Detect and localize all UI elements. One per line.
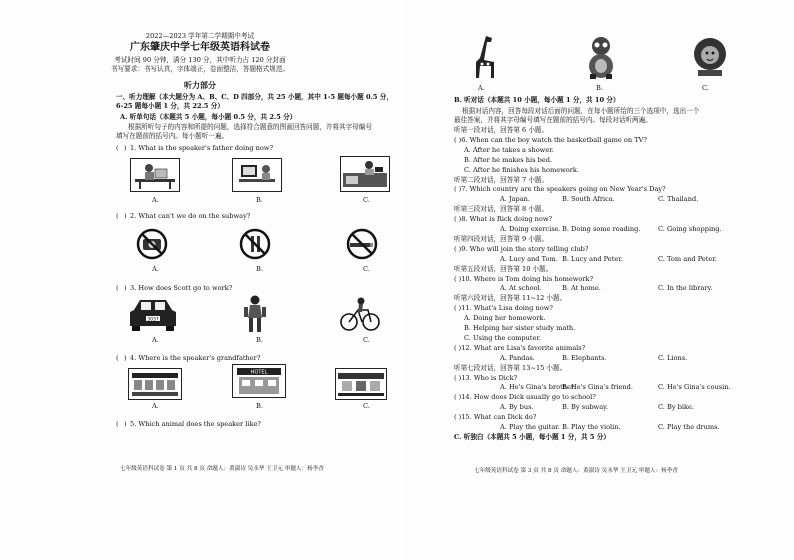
answer-option-a: A. Doing exercise. — [500, 225, 561, 233]
dialogue-heading: C. 听独白（本题共 5 小题，每小题 1 分，共 5 分） — [454, 432, 610, 441]
answer-option-b: B. By subway. — [562, 403, 609, 412]
person-at-computer-icon — [233, 159, 281, 191]
answer-option-a: A. By bus. — [500, 403, 534, 412]
q1-image-c[interactable] — [340, 156, 390, 192]
q3-text: 3. How does Scott go to work? — [130, 284, 233, 292]
answer-option-c: C. He's Gina's cousin. — [658, 383, 731, 392]
q2-close: ) — [124, 212, 127, 220]
answer-option: C. Using the computer. — [464, 333, 541, 342]
q5-paren: ( — [116, 420, 119, 428]
answer-option-a: A. Play the guitar. — [500, 423, 560, 431]
question-text: ( )11. What's Lisa doing now? — [454, 304, 553, 313]
q2-paren: ( — [116, 212, 119, 220]
q1-text: 1. What is the speaker's father doing now? — [130, 144, 274, 152]
answer-option-b: B. Lucy and Peter. — [562, 254, 623, 263]
question-text: ( )7. Which country are the speakers going on New Year's Day? — [454, 185, 666, 194]
answer-option: A. After he takes a shower. — [464, 145, 554, 154]
question-text: ( )10. Where is Tom doing his homework? — [454, 274, 594, 283]
dialogue-heading: 听第五段对话，回答第 10 小题。 — [454, 264, 553, 273]
q2-text: 2. What can't we do on the subway? — [130, 212, 251, 220]
q4-paren: ( — [116, 354, 119, 362]
section-b-instruction-cont: 最佳答案，并将其字母编号填写在题前的括号内。每段对话听两遍。 — [454, 116, 652, 124]
question-text: ( )9. Who will join the story telling club? — [454, 244, 589, 253]
answer-option-a: A. He's Gina's brother. — [500, 383, 576, 392]
answer-option: B. After he makes his bed. — [464, 155, 553, 164]
section-a-instruction: 根据所听句子的内容和所提的问题，选择符合题意的图画回答问题，并将其字母编号 — [128, 123, 372, 131]
q1-option-b: B. — [256, 196, 263, 204]
exam-title: 广东肇庆中学七年级英语科试卷 — [130, 42, 270, 53]
answer-option-c: C. Tom and Peter. — [658, 254, 717, 263]
q2-option-c: C. — [363, 265, 370, 273]
right-page — [404, 0, 794, 560]
answer-option: A. Doing her homework. — [464, 314, 546, 323]
question-text: ( )13. Who is Dick? — [454, 373, 518, 382]
answer-option-a: A. Pandas. — [500, 353, 535, 362]
q2-option-a: A. — [152, 265, 159, 273]
lion-icon — [690, 36, 730, 78]
q3-close: ) — [124, 284, 127, 292]
footer-right: 七年级英语科试卷 第 3 页 共 8 页 命题人：黄淑诗 吴永华 王卫元 审题人：杨李香 — [474, 468, 678, 474]
question-text: ( )15. What can Dick do? — [454, 413, 537, 422]
q4-image-a[interactable] — [128, 368, 182, 400]
q2-image-b[interactable] — [235, 228, 275, 260]
shop-scene-icon — [129, 369, 181, 399]
q1-image-b[interactable] — [232, 158, 282, 192]
q1-option-c: C. — [363, 196, 370, 204]
q5-image-c[interactable] — [690, 36, 730, 78]
bike-icon — [340, 296, 380, 332]
answer-option-b: B. Doing some reading. — [562, 225, 641, 233]
section-b-instruction: 根据对话内容，回答每段对话后面的问题，在每小题所给的三个选项中，选出一个 — [462, 107, 700, 115]
answer-option-a: A. Japan. — [500, 195, 531, 204]
dialogue-heading: 听第四段对话，回答第 9 小题。 — [454, 234, 549, 243]
dialogue-heading: 听第三段对话，回答第 8 小题。 — [454, 205, 549, 214]
q3-image-c[interactable] — [340, 296, 380, 332]
answer-option-a: A. Lucy and Tom. — [500, 254, 558, 263]
answer-option-a: A. At school. — [500, 284, 542, 293]
q5-option-c: C. — [702, 84, 709, 92]
car-icon — [128, 296, 178, 332]
giraffe-icon — [466, 34, 500, 80]
question-text: ( )14. How does Dick usually go to school? — [454, 393, 596, 402]
answer-option: B. Helping her sister study math. — [464, 324, 576, 332]
q2-option-b: B. — [256, 265, 263, 273]
q3-image-a[interactable] — [128, 296, 178, 332]
answer-option-c: C. Thailand. — [658, 195, 699, 204]
q3-option-b: B. — [256, 336, 263, 344]
hotel-building-icon — [233, 365, 285, 397]
q5-image-a[interactable] — [466, 34, 500, 80]
panda-icon — [584, 34, 618, 80]
q4-text: 4. Where is the speaker's grandfather? — [130, 354, 261, 362]
dialogue-heading: 听第七段对话，回答第 13~15 小题。 — [454, 363, 567, 372]
answer-option-c: C. Play the drums. — [658, 423, 720, 431]
section-a-title: A. 听单句话（本题共 5 小题，每小题 0.5 分，共 2.5 分） — [120, 113, 297, 121]
footer-left: 七年级英语科试卷 第 1 页 共 8 页 命题人：黄淑诗 吴永华 王卫元 审题人：杨李香 — [120, 466, 324, 472]
section-b-title: B. 听对话（本题共 10 小题，每小题 1 分，共 10 分） — [454, 96, 620, 104]
section1-title-cont: 6-25 题每小题 1 分，共 22.5 分） — [116, 102, 224, 110]
answer-option-b: B. He's Gina's friend. — [562, 383, 633, 392]
answer-option-b: B. South Africa. — [562, 195, 615, 204]
q3-image-b[interactable] — [240, 294, 270, 334]
walking-person-icon — [240, 294, 270, 334]
q5-text: 5. Which animal does the speaker like? — [130, 420, 261, 428]
q3-option-c: C. — [363, 336, 370, 344]
answer-option-c: C. Going shopping. — [658, 225, 722, 233]
q5-image-b[interactable] — [584, 34, 618, 80]
q4-close: ) — [124, 354, 127, 362]
dialogue-heading: 听第二段对话，回答第 7 小题。 — [454, 175, 549, 184]
q4-image-c[interactable] — [335, 368, 387, 400]
park-scene-icon — [336, 369, 386, 399]
hotel-sign: HOTEL — [250, 369, 268, 376]
q4-option-b: B. — [256, 402, 263, 410]
section-a-instruction-cont: 填写在题前的括号内。每小题听一遍。 — [116, 132, 229, 140]
dialogue-heading: 听第一段对话，回答第 6 小题。 — [454, 126, 549, 134]
section1-title: 一、听力理解（本大题分为 A、B、C、D 四部分，共 25 小题，其中 1-5 题每小题 0.5 分， — [116, 93, 393, 101]
answer-option-c: C. By bike. — [658, 403, 694, 412]
q1-paren: ( — [116, 144, 119, 152]
answer-option-b: B. At home. — [562, 284, 601, 293]
q4-option-a: A. — [152, 402, 159, 410]
q4-option-c: C. — [363, 402, 370, 410]
exam-line: 2022—2023 学年第二学期期中考试 — [145, 32, 255, 40]
dialogue-heading: 听第六段对话，回答第 11~12 小题。 — [454, 294, 567, 303]
q4-image-b[interactable] — [232, 364, 286, 398]
question-text: ( )8. What is Rick doing now? — [454, 215, 553, 224]
q1-image-a[interactable] — [130, 158, 180, 192]
q3-option-a: A. — [152, 336, 159, 344]
answer-option-c: C. In the library. — [658, 284, 713, 293]
q2-image-a[interactable] — [132, 228, 172, 260]
person-cooking-icon — [341, 157, 389, 191]
q1-close: ) — [124, 144, 127, 152]
q5-option-b: B. — [596, 84, 603, 92]
no-smoking-sign-icon — [340, 228, 384, 260]
q5-close: ) — [124, 420, 127, 428]
question-text: ( )12. What are Lisa's favorite animals? — [454, 343, 586, 352]
q3-paren: ( — [116, 284, 119, 292]
no-photos-sign-icon — [132, 228, 172, 260]
no-eating-sign-icon — [235, 228, 275, 260]
answer-option-b: B. Play the violin. — [562, 423, 621, 431]
answer-option-c: C. Lions. — [658, 353, 688, 362]
part-title: 听力部分 — [184, 80, 216, 90]
q1-option-a: A. — [152, 196, 159, 204]
person-reading-icon — [131, 159, 179, 191]
answer-option: C. After he finishes his homework. — [464, 165, 579, 174]
car-plate: 3037 — [147, 317, 159, 323]
q2-image-c[interactable] — [340, 228, 384, 260]
time-line: 考试时间 90 分钟，满分 130 分，其中听力占 120 分封面 — [114, 56, 286, 64]
writing-requirements: 书写要求：书写认真，字体端正，卷面整洁，答题格式规范。 — [110, 65, 290, 73]
q5-option-a: A. — [478, 84, 485, 92]
question-text: ( )6. When can the boy watch the basketball game on TV? — [454, 135, 647, 144]
answer-option-b: B. Elephants. — [562, 353, 607, 362]
